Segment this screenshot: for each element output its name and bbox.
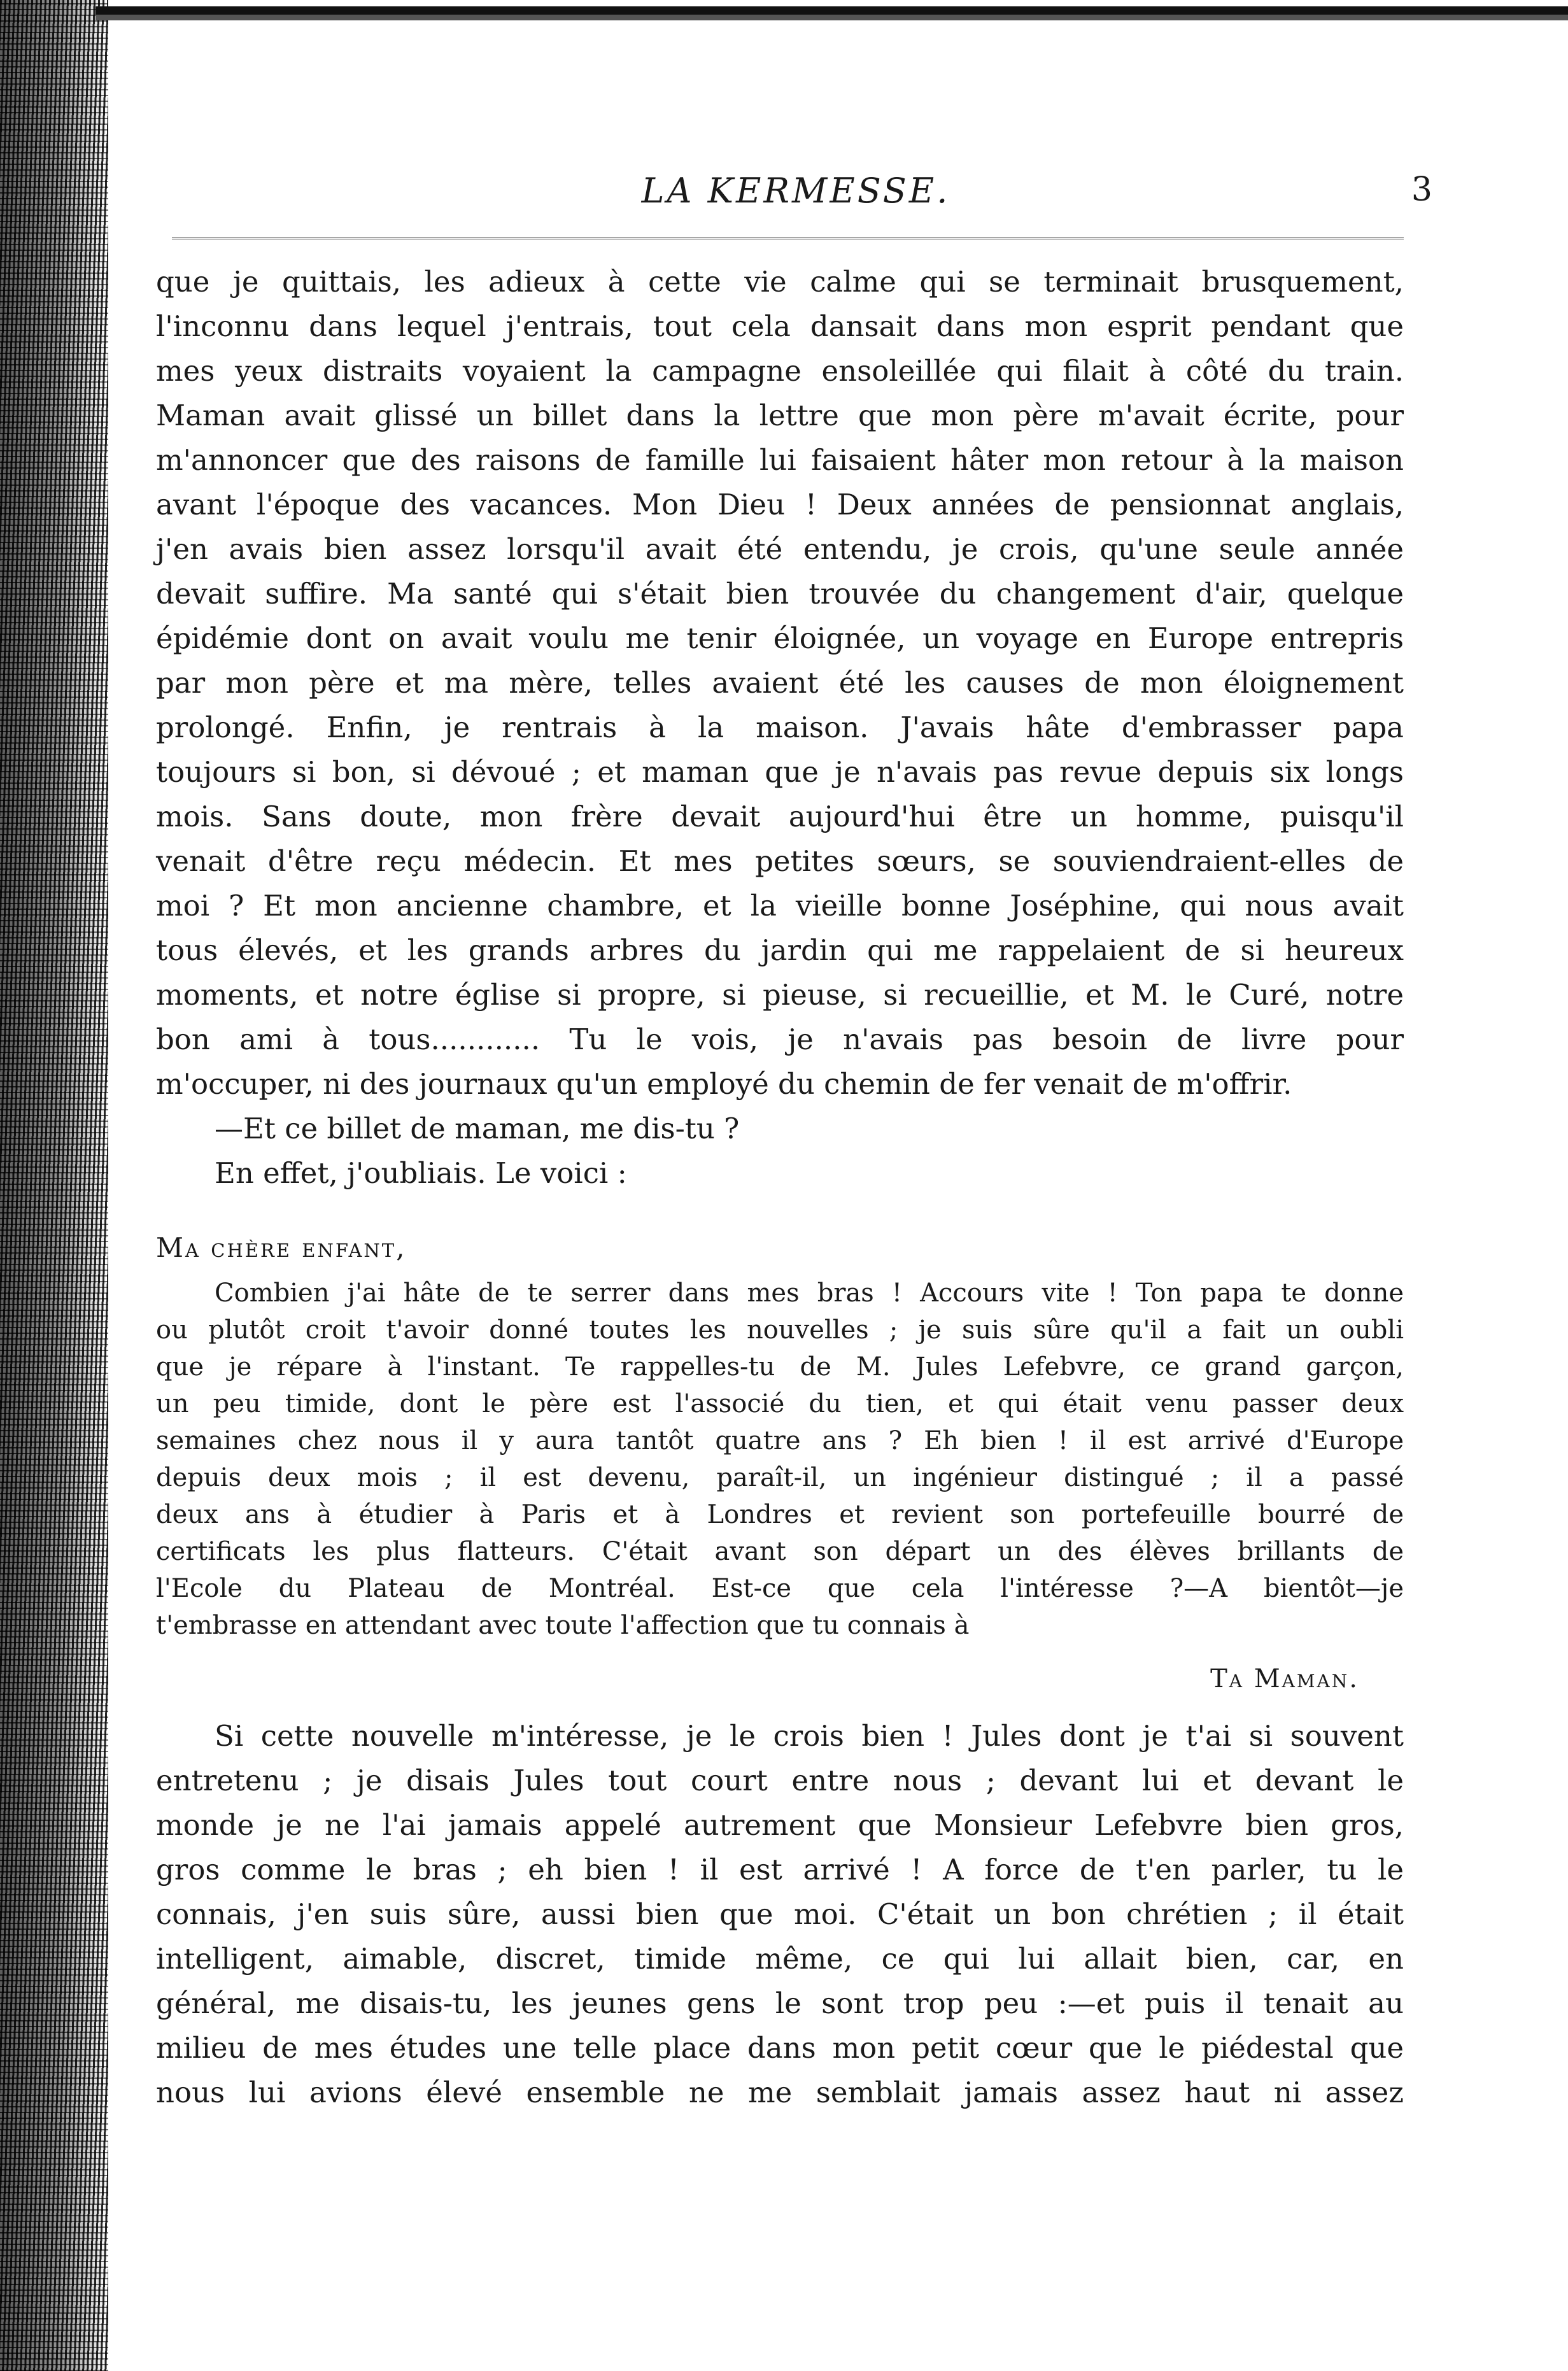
text-line: milieu de mes études une telle place dans mon petit cœur que le piédestal que <box>156 2031 1404 2065</box>
text-line: j'en avais bien assez lorsqu'il avait été entendu, je crois, qu'une seule année <box>156 532 1404 566</box>
text-line: nous lui avions élevé ensemble ne me semblait jamais assez haut ni assez <box>156 2076 1404 2109</box>
top-border-rule <box>95 6 1568 20</box>
text-line: venait d'être reçu médecin. Et mes petites sœurs, se souviendraient-elles de <box>156 844 1404 878</box>
text-line: épidémie dont on avait voulu me tenir éloignée, un voyage en Europe entrepris <box>156 621 1404 655</box>
text-line: m'occuper, ni des journaux qu'un employé du chemin de fer venait de m'offrir. <box>156 1067 1292 1101</box>
letter-line: deux ans à étudier à Paris et à Londres et revient son portefeuille bourré de <box>156 1500 1404 1529</box>
header-rule <box>172 237 1404 239</box>
text-line: que je quittais, les adieux à cette vie calme qui se terminait brusquement, <box>156 265 1404 299</box>
text-line: moi ? Et mon ancienne chambre, et la vieille bonne Joséphine, qui nous avait <box>156 889 1404 923</box>
letter-line: ou plutôt croit t'avoir donné toutes les nouvelles ; je suis sûre qu'il a fait un oubli <box>156 1315 1404 1345</box>
paragraph-2 <box>156 1714 1404 2115</box>
text-line: mois. Sans doute, mon frère devait aujourd'hui être un homme, puisqu'il <box>156 800 1404 833</box>
letter-line: Combien j'ai hâte de te serrer dans mes bras ! Accours vite ! Ton papa te donne <box>215 1278 1404 1308</box>
letter-line: semaines chez nous il y aura tantôt quatre ans ? Eh bien ! il est arrivé d'Europe <box>156 1426 1404 1455</box>
page-number: 3 <box>1411 171 1432 209</box>
text-line: avant l'époque des vacances. Mon Dieu ! Deux années de pensionnat anglais, <box>156 488 1404 521</box>
text-line: l'inconnu dans lequel j'entrais, tout cela dansait dans mon esprit pendant que <box>156 309 1404 343</box>
dialogue-line: —Et ce billet de maman, me dis-tu ? <box>215 1112 740 1145</box>
text-line: connais, j'en suis sûre, aussi bien que moi. C'était un bon chrétien ; il était <box>156 1897 1404 1931</box>
text-line: Si cette nouvelle m'intéresse, je le crois bien ! Jules dont je t'ai si souvent <box>215 1719 1404 1753</box>
dialogue-line: En effet, j'oubliais. Le voici : <box>215 1156 627 1190</box>
text-line: intelligent, aimable, discret, timide même, ce qui lui allait bien, car, en <box>156 1942 1404 1976</box>
letter-line: depuis deux mois ; il est devenu, paraît-il, un ingénieur distingué ; il a passé <box>156 1463 1404 1492</box>
text-line: m'annoncer que des raisons de famille lui faisaient hâter mon retour à la maison <box>156 443 1404 477</box>
text-line: entretenu ; je disais Jules tout court entre nous ; devant lui et devant le <box>156 1764 1404 1797</box>
text-line: par mon père et ma mère, telles avaient été les causes de mon éloignement <box>156 666 1404 700</box>
page-header <box>159 171 1432 234</box>
letter-signature: Ta Maman. <box>1210 1664 1359 1694</box>
letter-line: certificats les plus flatteurs. C'était avant son départ un des élèves brillants de <box>156 1537 1404 1566</box>
letter-salutation: Ma chère enfant, <box>156 1232 407 1263</box>
binding-edge <box>0 0 108 2371</box>
letter-line: l'Ecole du Plateau de Montréal. Est-ce que cela l'intéresse ?—A bientôt—je <box>156 1574 1404 1603</box>
letter-line: t'embrasse en attendant avec toute l'affection que tu connais à <box>156 1611 970 1640</box>
text-line: toujours si bon, si dévoué ; et maman que je n'avais pas revue depuis six longs <box>156 755 1404 789</box>
body-text <box>156 260 1404 2115</box>
text-line: moments, et notre église si propre, si pieuse, si recueillie, et M. le Curé, notre <box>156 978 1404 1012</box>
paragraph-1 <box>156 260 1404 1107</box>
text-line: tous élevés, et les grands arbres du jardin qui me rappelaient de si heureux <box>156 933 1404 967</box>
text-line: gros comme le bras ; eh bien ! il est arrivé ! A force de t'en parler, tu le <box>156 1853 1404 1886</box>
text-line: mes yeux distraits voyaient la campagne ensoleillée qui filait à côté du train. <box>156 354 1404 388</box>
running-title: LA KERMESSE. <box>641 171 950 211</box>
text-line: général, me disais-tu, les jeunes gens le sont trop peu :—et puis il tenait au <box>156 1986 1404 2020</box>
text-line: devait suffire. Ma santé qui s'était bien trouvée du changement d'air, quelque <box>156 577 1404 611</box>
text-line: prolongé. Enfin, je rentrais à la maison. J'avais hâte d'embrasser papa <box>156 711 1404 744</box>
spacer <box>156 1196 1404 1221</box>
letter-line: que je répare à l'instant. Te rappelles-tu de M. Jules Lefebvre, ce grand garçon, <box>156 1352 1404 1382</box>
letter <box>156 1221 1404 1714</box>
letter-line: un peu timide, dont le père est l'associé du tien, et qui était venu passer deux <box>156 1389 1404 1419</box>
text-line: bon ami à tous............ Tu le vois, je n'avais pas besoin de livre pour <box>156 1023 1404 1056</box>
text-line: Maman avait glissé un billet dans la lettre que mon père m'avait écrite, pour <box>156 399 1404 432</box>
text-line: monde je ne l'ai jamais appelé autrement que Monsieur Lefebvre bien gros, <box>156 1808 1404 1842</box>
